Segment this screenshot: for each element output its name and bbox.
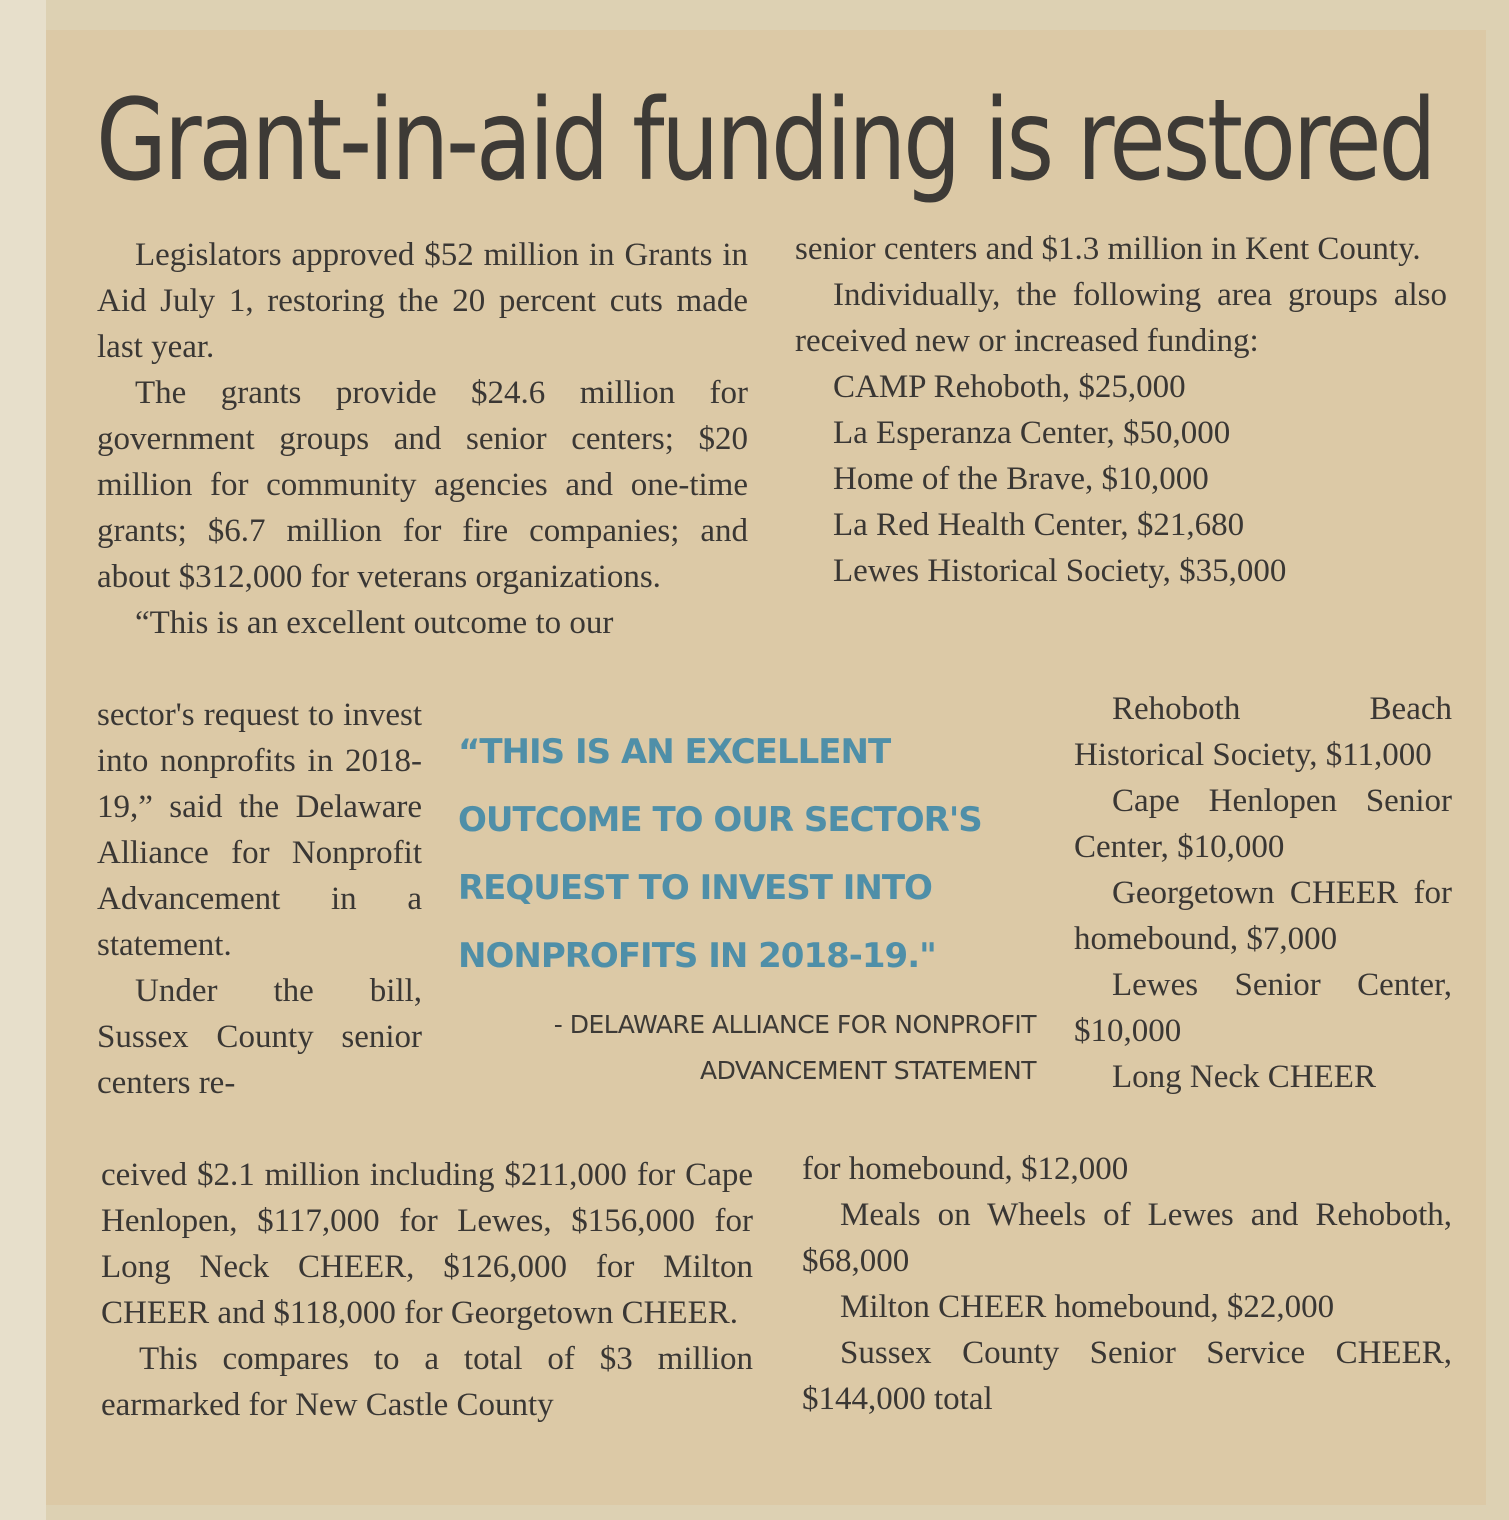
pull-quote-line: OUTCOME TO OUR SECTOR'S bbox=[458, 800, 982, 840]
list-item: Rehoboth Beach Historical Society, $11,000 bbox=[1074, 691, 1452, 773]
pull-quote bbox=[458, 718, 1018, 990]
list-item: Lewes Historical Society, $35,000 bbox=[833, 553, 1287, 589]
funding-list bbox=[795, 364, 1447, 594]
article-column-right-narrow bbox=[1074, 686, 1452, 1100]
attribution-line: ADVANCEMENT STATEMENT bbox=[699, 1056, 1036, 1085]
list-item: Home of the Brave, $10,000 bbox=[833, 461, 1209, 497]
list-item: Georgetown CHEER for homebound, $7,000 bbox=[1074, 875, 1452, 957]
list-item: Sussex County Senior Service CHEER, $144,000 total bbox=[802, 1335, 1452, 1417]
list-item: Long Neck CHEER bbox=[1112, 1059, 1376, 1095]
paragraph: Legislators approved $52 million in Grants in Aid July 1, restoring the 20 percent cuts made last year. bbox=[97, 237, 748, 365]
paragraph: senior centers and $1.3 million in Kent County. bbox=[795, 231, 1421, 267]
paragraph: The grants provide $24.6 million for government groups and senior centers; $20 million for community agencies and one-time grants; $6.7 million for fire companies; and about $312,000 for veterans organizations. bbox=[97, 375, 748, 595]
list-item: La Red Health Center, $21,680 bbox=[833, 507, 1245, 543]
paragraph: Under the bill, Sussex County senior centers re- bbox=[97, 973, 422, 1101]
page-margin bbox=[0, 0, 46, 1520]
headline: Grant-in-aid funding is restored bbox=[96, 76, 1434, 206]
paragraph: sector's request to invest into nonprofits in 2018-19,” said the Delaware Alliance for Nonprofit Advancement in a statement. bbox=[97, 697, 422, 963]
paragraph: “This is an excellent outcome to our bbox=[135, 605, 614, 641]
pull-quote-line: “THIS IS AN EXCELLENT bbox=[458, 732, 891, 772]
pull-quote-line: REQUEST TO INVEST INTO bbox=[458, 868, 932, 908]
list-item: for homebound, $12,000 bbox=[802, 1151, 1129, 1187]
list-item: Meals on Wheels of Lewes and Rehoboth, $68,000 bbox=[802, 1197, 1452, 1279]
attribution-line: - DELAWARE ALLIANCE FOR NONPROFIT bbox=[553, 1010, 1036, 1039]
list-item: Lewes Senior Center, $10,000 bbox=[1074, 967, 1452, 1049]
article-column-right bbox=[795, 226, 1447, 594]
pull-quote-attribution bbox=[470, 1002, 1036, 1094]
article-column-right-bottom bbox=[802, 1146, 1452, 1422]
paragraph: Individually, the following area groups also received new or increased funding: bbox=[795, 277, 1447, 359]
pull-quote-line: NONPROFITS IN 2018-19." bbox=[458, 936, 936, 976]
list-item: CAMP Rehoboth, $25,000 bbox=[833, 369, 1186, 405]
article-column-left-narrow bbox=[97, 692, 422, 1106]
list-item: La Esperanza Center, $50,000 bbox=[833, 415, 1231, 451]
list-item: Cape Henlopen Senior Center, $10,000 bbox=[1074, 783, 1452, 865]
article-column-left bbox=[97, 232, 748, 646]
list-item: Milton CHEER homebound, $22,000 bbox=[840, 1289, 1335, 1325]
paragraph: This compares to a total of $3 million earmarked for New Castle County bbox=[101, 1341, 753, 1423]
article-column-left-bottom bbox=[101, 1152, 753, 1428]
paragraph: ceived $2.1 million including $211,000 for Cape Henlopen, $117,000 for Lewes, $156,000 for Long Neck CHEER, $126,000 for Milton CHEER and $118,000 for Georgetown CHEER. bbox=[101, 1157, 753, 1331]
